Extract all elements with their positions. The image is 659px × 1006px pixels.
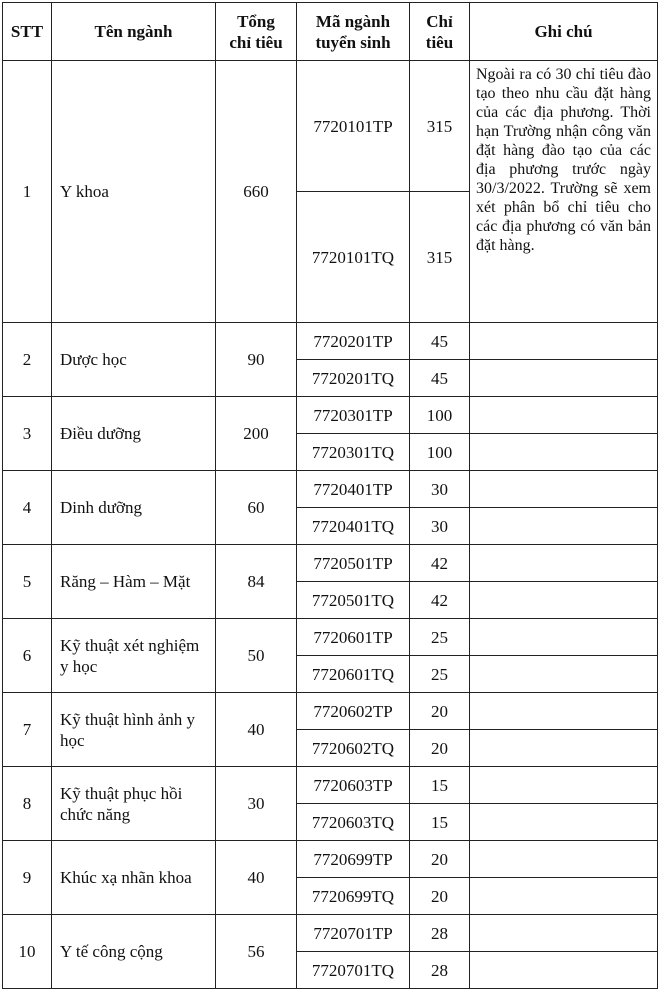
major-code-cell: 7720602TQ <box>297 730 410 767</box>
major-code-cell: 7720501TQ <box>297 582 410 619</box>
major-code-cell: 7720601TQ <box>297 656 410 693</box>
major-name-cell: Dinh dưỡng <box>52 471 216 545</box>
total-quota-cell: 40 <box>216 693 297 767</box>
major-name-cell: Y tế công cộng <box>52 915 216 989</box>
note-cell-empty <box>470 915 658 952</box>
header-quota-line2: tiêu <box>425 32 454 52</box>
major-code-cell: 7720701TQ <box>297 952 410 989</box>
note-cell-empty <box>470 360 658 397</box>
note-cell-empty <box>470 767 658 804</box>
stt-cell: 8 <box>3 767 52 841</box>
table-row <box>3 693 658 730</box>
major-code-cell: 7720603TP <box>297 767 410 804</box>
major-code-cell: 7720501TP <box>297 545 410 582</box>
quota-cell: 100 <box>410 434 470 471</box>
total-quota-cell: 660 <box>216 61 297 323</box>
major-name-cell: Khúc xạ nhãn khoa <box>52 841 216 915</box>
header-note: Ghi chú <box>470 3 658 61</box>
quota-cell: 315 <box>410 61 470 192</box>
note-cell-empty <box>470 841 658 878</box>
major-name-cell: Y khoa <box>52 61 216 323</box>
stt-cell: 4 <box>3 471 52 545</box>
major-name-cell: Kỹ thuật xét nghiệm y học <box>52 619 216 693</box>
header-name: Tên ngành <box>52 3 216 61</box>
header-quota <box>410 3 470 61</box>
major-code-cell: 7720601TP <box>297 619 410 656</box>
major-code-cell: 7720201TQ <box>297 360 410 397</box>
header-total-line2: chỉ tiêu <box>229 32 283 52</box>
total-quota-cell: 30 <box>216 767 297 841</box>
quota-cell: 30 <box>410 508 470 545</box>
quota-cell: 20 <box>410 841 470 878</box>
note-cell-empty <box>470 434 658 471</box>
stt-cell: 1 <box>3 61 52 323</box>
stt-cell: 9 <box>3 841 52 915</box>
quota-cell: 20 <box>410 730 470 767</box>
major-code-cell: 7720401TP <box>297 471 410 508</box>
header-code <box>297 3 410 61</box>
note-cell-empty <box>470 878 658 915</box>
header-row <box>3 3 658 61</box>
note-cell-empty <box>470 508 658 545</box>
quota-cell: 28 <box>410 952 470 989</box>
note-cell: Ngoài ra có 30 chỉ tiêu đào tạo theo nhu cầu đặt hàng của các địa phương. Thời hạn Trường nhận công văn đặt hàng đào tạo của các địa phương trước ngày 30/3/2022. Trường sẽ xem xét phân bổ chỉ tiêu cho các địa phương có văn bản đặt hàng. <box>470 61 658 323</box>
quota-cell: 30 <box>410 471 470 508</box>
note-cell-empty <box>470 693 658 730</box>
major-code-cell: 7720301TQ <box>297 434 410 471</box>
major-code-cell: 7720101TP <box>297 61 410 192</box>
table-row <box>3 323 658 360</box>
major-code-cell: 7720701TP <box>297 915 410 952</box>
quota-cell: 20 <box>410 693 470 730</box>
quota-cell: 45 <box>410 360 470 397</box>
header-quota-line1: Chỉ <box>426 11 453 31</box>
admission-quota-table <box>2 2 658 989</box>
major-name-cell: Răng – Hàm – Mặt <box>52 545 216 619</box>
major-name-cell: Kỹ thuật phục hồi chức năng <box>52 767 216 841</box>
table-body <box>3 61 658 989</box>
total-quota-cell: 84 <box>216 545 297 619</box>
total-quota-cell: 56 <box>216 915 297 989</box>
major-code-cell: 7720699TQ <box>297 878 410 915</box>
note-cell-empty <box>470 952 658 989</box>
table-row <box>3 471 658 508</box>
stt-cell: 7 <box>3 693 52 767</box>
table-row <box>3 545 658 582</box>
quota-cell: 315 <box>410 192 470 323</box>
quota-cell: 20 <box>410 878 470 915</box>
total-quota-cell: 90 <box>216 323 297 397</box>
header-code-line2: tuyển sinh <box>315 32 391 52</box>
note-cell-empty <box>470 545 658 582</box>
quota-cell: 42 <box>410 582 470 619</box>
quota-cell: 15 <box>410 767 470 804</box>
total-quota-cell: 200 <box>216 397 297 471</box>
total-quota-cell: 60 <box>216 471 297 545</box>
note-cell-empty <box>470 730 658 767</box>
table-row <box>3 619 658 656</box>
table-row <box>3 841 658 878</box>
major-code-cell: 7720699TP <box>297 841 410 878</box>
quota-cell: 15 <box>410 804 470 841</box>
table-row <box>3 915 658 952</box>
stt-cell: 6 <box>3 619 52 693</box>
total-quota-cell: 50 <box>216 619 297 693</box>
note-cell-empty <box>470 471 658 508</box>
quota-cell: 28 <box>410 915 470 952</box>
major-name-cell: Dược học <box>52 323 216 397</box>
quota-cell: 25 <box>410 656 470 693</box>
table-row <box>3 397 658 434</box>
major-code-cell: 7720101TQ <box>297 192 410 323</box>
note-cell-empty <box>470 323 658 360</box>
major-code-cell: 7720603TQ <box>297 804 410 841</box>
quota-cell: 42 <box>410 545 470 582</box>
table-row <box>3 61 658 192</box>
table-row <box>3 767 658 804</box>
stt-cell: 5 <box>3 545 52 619</box>
note-cell-empty <box>470 582 658 619</box>
header-stt: STT <box>3 3 52 61</box>
quota-cell: 45 <box>410 323 470 360</box>
header-code-line1: Mã ngành <box>315 11 391 31</box>
note-cell-empty <box>470 619 658 656</box>
note-cell-empty <box>470 656 658 693</box>
header-total <box>216 3 297 61</box>
total-quota-cell: 40 <box>216 841 297 915</box>
note-cell-empty <box>470 397 658 434</box>
quota-cell: 25 <box>410 619 470 656</box>
major-name-cell: Điều dưỡng <box>52 397 216 471</box>
major-code-cell: 7720201TP <box>297 323 410 360</box>
header-total-line1: Tổng <box>237 11 275 31</box>
stt-cell: 2 <box>3 323 52 397</box>
major-code-cell: 7720602TP <box>297 693 410 730</box>
stt-cell: 10 <box>3 915 52 989</box>
major-code-cell: 7720401TQ <box>297 508 410 545</box>
note-cell-empty <box>470 804 658 841</box>
quota-cell: 100 <box>410 397 470 434</box>
stt-cell: 3 <box>3 397 52 471</box>
major-name-cell: Kỹ thuật hình ảnh y học <box>52 693 216 767</box>
major-code-cell: 7720301TP <box>297 397 410 434</box>
